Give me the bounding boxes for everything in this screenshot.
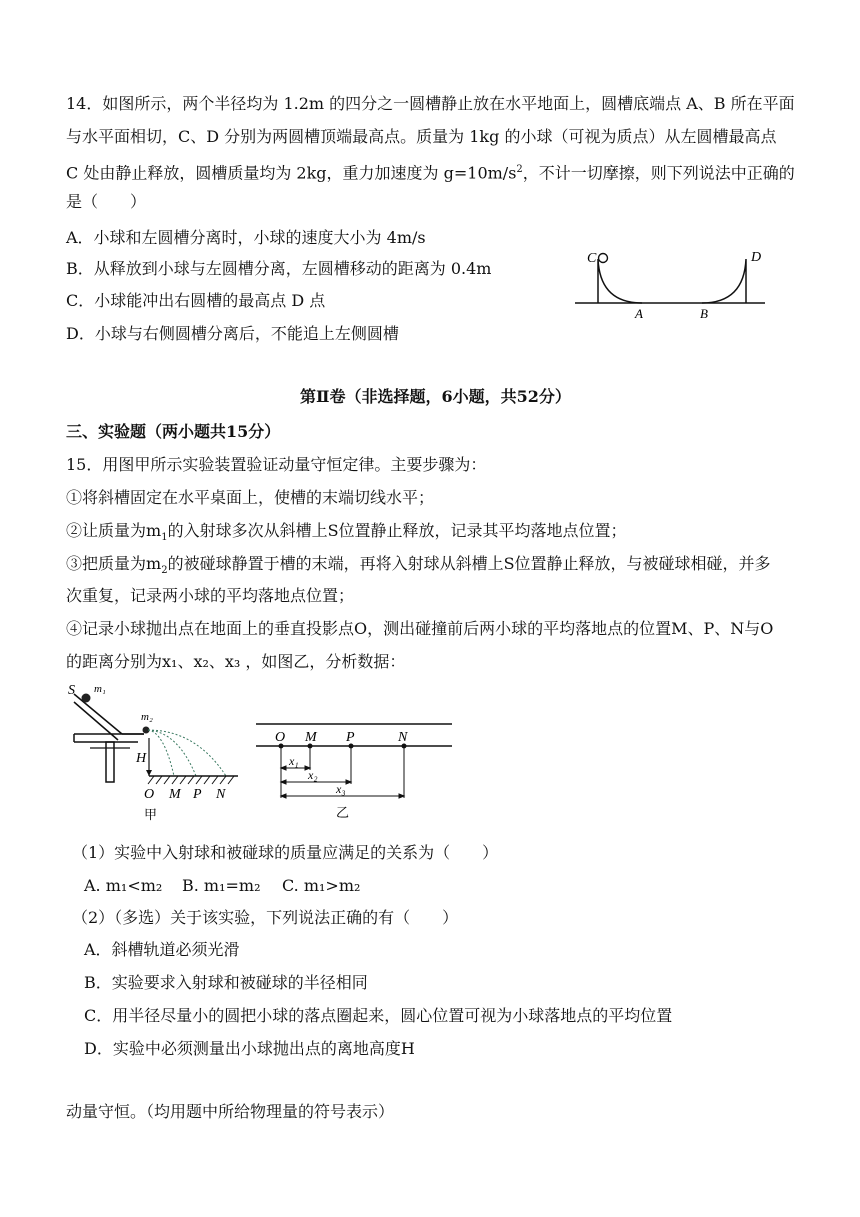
part2-title: 第Ⅱ卷（非选择题，6小题，共52分）	[300, 387, 571, 406]
q15-step4: ④记录小球抛出点在地面上的垂直投影点O，测出碰撞前后两小球的平均落地点的位置M、P、N与O	[66, 619, 774, 638]
label-p: P	[193, 787, 202, 802]
right-groove	[702, 259, 746, 303]
q14-line1: 14．如图所示，两个半径均为 1.2m 的四分之一圆槽静止放在水平地面上，圆槽底端点 A、B 所在平面	[66, 94, 795, 113]
figure-jia	[66, 682, 256, 832]
trajectory-n	[148, 730, 226, 776]
q15-sub2-option-c: C．用半径尽量小的圆把小球的落点圈起来，圆心位置可视为小球落地点的平均位置	[84, 1006, 673, 1025]
label-s: S	[68, 683, 75, 698]
q14-option-d: D．小球与右侧圆槽分离后，不能追上左侧圆槽	[66, 324, 399, 343]
q15-sub2-option-b: B．实验要求入射球和被碰球的半径相同	[84, 973, 368, 992]
label-o: O	[275, 730, 286, 745]
q15-step3-cont: 次重复，记录两小球的平均落地点位置；	[66, 586, 355, 605]
q15-step3: ③把质量为$m_2$的被碰球静置于槽的末端，再将入射球从斜槽上S位置静止释放，与被碰球相碰，并多	[66, 554, 771, 577]
q14-figure	[570, 245, 770, 325]
section3-title: 三、实验题（两小题共15分）	[66, 422, 281, 441]
label-m2: m₂	[141, 711, 153, 723]
q14-option-a: A．小球和左圆槽分离时，小球的速度大小为 4m/s	[66, 228, 426, 247]
q15-sub1-option-c: C. m₁>m₂	[282, 876, 361, 895]
ball-m1	[82, 694, 91, 703]
label-c: C	[587, 251, 597, 266]
label-x1: x₁	[289, 754, 299, 768]
q15-step2: ②让质量为$m_1$的入射球多次从斜槽上S位置静止释放，记录其平均落地点位置；	[66, 521, 627, 544]
q15-step4-cont: 的距离分别为x₁、x₂、x₃ ，如图乙，分析数据：	[66, 652, 406, 671]
incline-top	[74, 694, 122, 734]
label-x3: x₃	[336, 782, 346, 796]
label-n: N	[216, 787, 226, 802]
figure-yi	[256, 716, 456, 826]
q15-sub1-option-a: A. m₁<m₂	[84, 876, 163, 895]
left-groove	[598, 259, 642, 303]
label-m: M	[305, 730, 317, 745]
label-m1: m₁	[94, 683, 106, 695]
q14-line4: 是（ ）	[66, 192, 147, 211]
q15-intro: 15．用图甲所示实验装置验证动量守恒定律。主要步骤为：	[66, 455, 487, 474]
label-o: O	[144, 787, 155, 802]
label-p: P	[346, 730, 355, 745]
q15-step1: ①将斜槽固定在水平桌面上，使槽的末端切线水平；	[66, 488, 435, 507]
label-x2: x₂	[308, 768, 318, 782]
q15-sub1-option-b: B. m₁=m₂	[182, 876, 261, 895]
height-arrow	[146, 770, 152, 776]
caption-jia: 甲	[144, 807, 158, 822]
ground-hatch	[148, 776, 234, 784]
caption-yi: 乙	[336, 805, 350, 820]
q15-sub2-option-a: A．斜槽轨道必须光滑	[84, 940, 240, 959]
label-n: N	[398, 730, 408, 745]
q14-option-b: B．从释放到小球与左圆槽分离，左圆槽移动的距离为 0.4m	[66, 259, 492, 278]
label-h: H	[136, 751, 147, 766]
small-ball	[599, 254, 608, 263]
q15-sub1: （1）实验中入射球和被碰球的质量应满足的关系为（ ）	[72, 843, 499, 862]
trajectory-m	[148, 730, 174, 776]
q14-line3: C 处由静止释放，圆槽质量均为 2kg，重力加速度为 $g=10m/s^2$，不计一切摩擦，则下列说法中正确的	[66, 163, 795, 183]
q15-tail: 动量守恒。（均用题中所给物理量的符号表示）	[66, 1102, 395, 1121]
label-m: M	[169, 787, 181, 802]
q14-option-c: C．小球能冲出右圆槽的最高点 D 点	[66, 291, 326, 310]
label-b: B	[700, 306, 708, 321]
q15-sub2-option-d: D．实验中必须测量出小球抛出点的离地高度H	[84, 1039, 415, 1058]
q14-line2: 与水平面相切，C、D 分别为两圆槽顶端最高点。质量为 1kg 的小球（可视为质点）从左圆槽最高点	[66, 127, 777, 146]
label-a: A	[635, 306, 643, 321]
label-d: D	[751, 250, 762, 265]
q15-sub2: （2）（多选）关于该实验，下列说法正确的有（ ）	[72, 908, 459, 927]
